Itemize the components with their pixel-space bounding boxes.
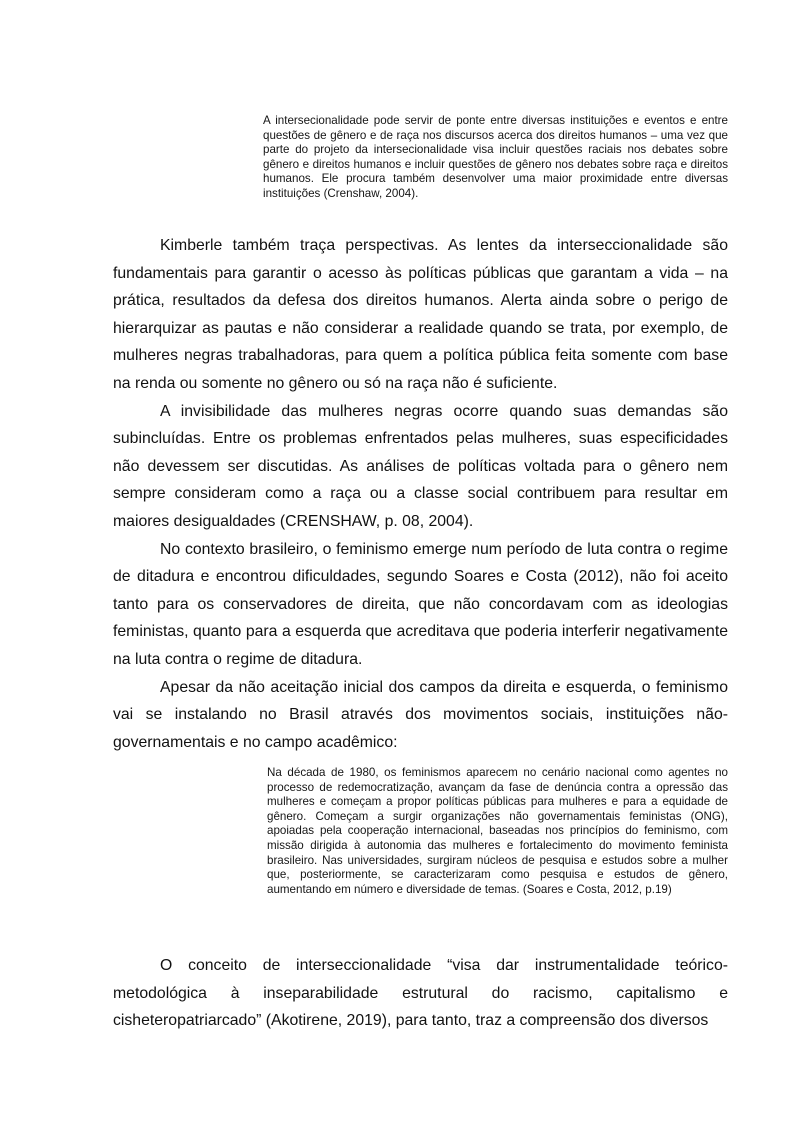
paragraph-apesar: Apesar da não aceitação inicial dos campos da direita e esquerda, o feminismo vai se instalando no Brasil através dos movimentos sociais, instituições não-governamentais e no campo acadêmico: — [113, 678, 728, 751]
paragraph-kimberle: Kimberle também traça perspectivas. As lentes da interseccionalidade são fundamentais para garantir o acesso às políticas públicas que garantam a vida – na prática, resultados da defesa dos direitos humanos. Alerta ainda sobre o perigo de hierarquizar as pautas e não considerar a realidade quando se trata, por exemplo, de mulheres negras trabalhadoras, para quem a política pública feita somente com base na renda ou somente no gênero ou só na raça não é suficiente. — [113, 237, 728, 392]
body-text-section — [113, 232, 728, 756]
block-quote-crenshaw: A intersecionalidade pode servir de ponte entre diversas instituições e eventos e entre questões de gênero e de raça nos discursos acerca dos direitos humanos – uma vez que parte do projeto da intersecionalidade visa incluir questões raciais nos debates sobre gênero e direitos humanos e incluir questões de gênero nos debates sobre raça e direitos humanos. Ele procura também desenvolver uma maior proximidade entre diversas instituições (Crenshaw, 2004). — [263, 114, 728, 200]
paragraph-conceito: O conceito de interseccionalidade “visa dar instrumentalidade teórico-metodológica à inseparabilidade estrutural do racismo, capitalismo e cisheteropatriarcado” (Akotirene, 2019), para tanto, traz a compreensão dos diversos — [113, 957, 728, 1030]
paragraph-contexto-brasileiro: No contexto brasileiro, o feminismo emerge num período de luta contra o regime de ditadura e encontrou dificuldades, segundo Soares e Costa (2012), não foi aceito tanto para os conservadores de direita, que não concordavam com as ideologias feministas, quanto para a esquerda que acreditava que poderia interferir negativamente na luta contra o regime de ditadura. — [113, 540, 728, 668]
body-text-section-continued — [113, 952, 728, 1035]
block-quote-soares-costa: Na década de 1980, os feminismos aparecem no cenário nacional como agentes no processo de redemocratização, avançam da fase de denúncia contra a opressão das mulheres e começam a propor políticas públicas para mulheres e para a equidade de gênero. Começam a surgir organizações não governamentais feministas (ONG), apoiadas pela cooperação internacional, baseadas nos princípios do feminismo, com missão dirigida à autonomia das mulheres e fortalecimento do movimento feminista brasileiro. Nas universidades, surgiram núcleos de pesquisa e estudos sobre a mulher que, posteriormente, se caracterizaram como pesquisa e estudos de gênero, aumentando em número e diversidade de temas. (Soares e Costa, 2012, p.19) — [267, 766, 728, 896]
paragraph-invisibilidade: A invisibilidade das mulheres negras ocorre quando suas demandas são subincluídas. Entre os problemas enfrentados pelas mulheres, suas especificidades não devessem ser discutidas. As análises de políticas voltada para o gênero nem sempre consideram como a raça ou a classe social contribuem para resultar em maiores desigualdades (CRENSHAW, p. 08, 2004). — [113, 402, 728, 530]
